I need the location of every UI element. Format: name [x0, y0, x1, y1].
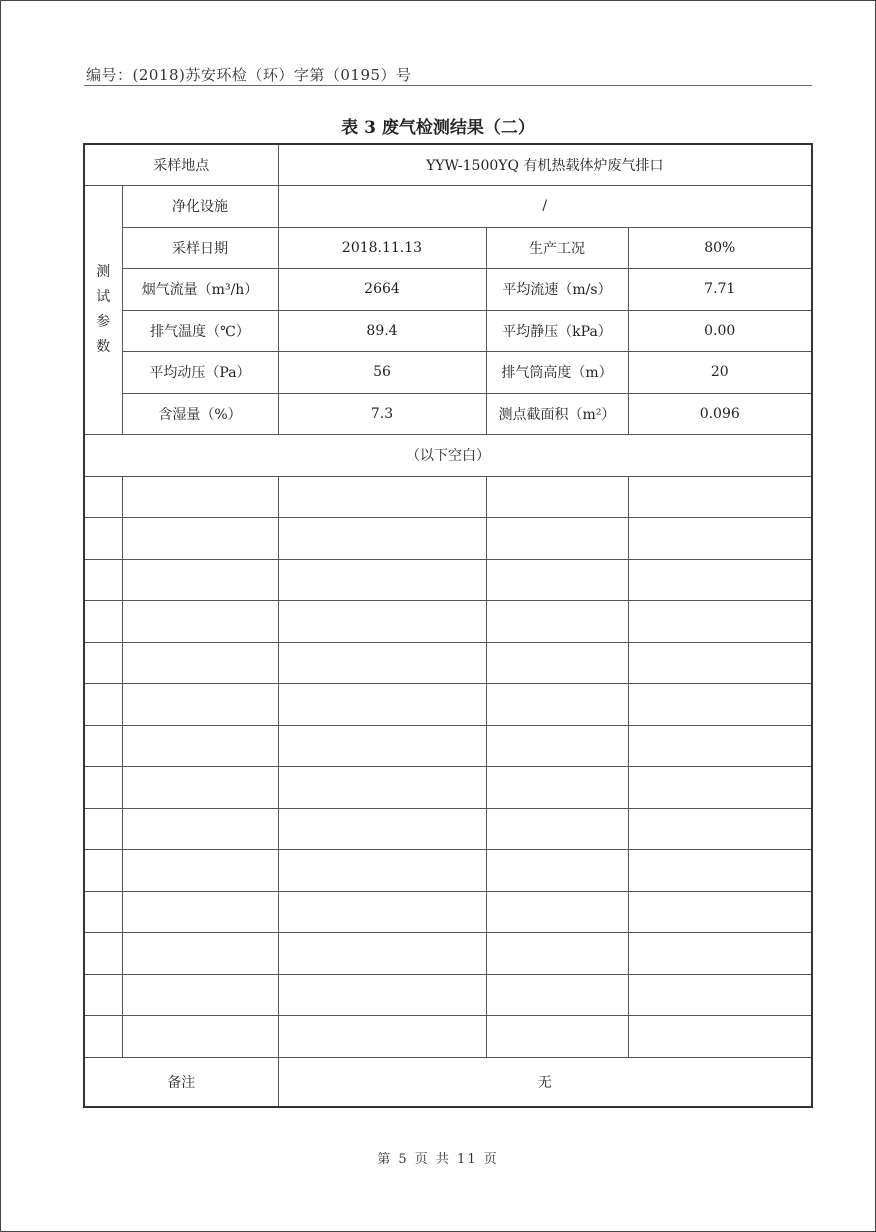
blank-table-row	[84, 850, 812, 892]
param-label: 含湿量（%）	[122, 393, 278, 435]
param-value: 56	[278, 352, 486, 394]
table-row	[84, 352, 812, 394]
blank-cell	[122, 518, 278, 560]
blank-table-row	[84, 642, 812, 684]
blank-cell	[122, 1016, 278, 1058]
blank-cell	[122, 642, 278, 684]
sampling-location-label: 采样地点	[84, 144, 278, 186]
blank-cell	[486, 601, 628, 643]
blank-cell	[278, 684, 486, 726]
test-params-label	[84, 186, 122, 435]
param-value: 0.00	[628, 310, 812, 352]
param-value: 7.3	[278, 393, 486, 435]
blank-cell	[278, 933, 486, 975]
blank-cell	[486, 974, 628, 1016]
remark-value: 无	[278, 1057, 812, 1107]
blank-cell	[278, 974, 486, 1016]
param-value: 89.4	[278, 310, 486, 352]
table-row	[84, 310, 812, 352]
blank-cell	[84, 642, 122, 684]
blank-cell	[122, 684, 278, 726]
purification-value: /	[278, 186, 812, 228]
test-params-char: 参	[96, 314, 111, 330]
blank-cell	[628, 808, 812, 850]
blank-cell	[84, 974, 122, 1016]
blank-cell	[278, 476, 486, 518]
blank-cell	[486, 725, 628, 767]
blank-cell	[628, 974, 812, 1016]
row-sampling-location	[84, 144, 812, 186]
blank-cell	[84, 518, 122, 560]
page-footer: 第 5 页 共 11 页	[377, 1152, 499, 1167]
blank-cell	[122, 601, 278, 643]
blank-cell	[486, 684, 628, 726]
blank-cell	[278, 518, 486, 560]
blank-cell	[278, 767, 486, 809]
param-value: 20	[628, 352, 812, 394]
blank-cell	[122, 725, 278, 767]
param-label: 排气筒高度（m）	[486, 352, 628, 394]
table-title: 表 3 废气检测结果（二）	[341, 118, 535, 138]
param-label: 平均静压（kPa）	[486, 310, 628, 352]
blank-cell	[486, 808, 628, 850]
blank-cell	[486, 1016, 628, 1058]
blank-cell	[278, 808, 486, 850]
blank-cell	[84, 684, 122, 726]
blank-cell	[84, 891, 122, 933]
blank-cell	[278, 559, 486, 601]
blank-cell	[122, 933, 278, 975]
blank-table-row	[84, 601, 812, 643]
param-value: 80%	[628, 227, 812, 269]
blank-cell	[628, 850, 812, 892]
blank-cell	[278, 642, 486, 684]
blank-note: （以下空白）	[84, 435, 812, 477]
param-label: 采样日期	[122, 227, 278, 269]
blank-cell	[628, 642, 812, 684]
blank-table-row	[84, 725, 812, 767]
test-params-char: 试	[96, 289, 111, 305]
blank-cell	[628, 684, 812, 726]
blank-cell	[122, 891, 278, 933]
row-blank-note	[84, 435, 812, 477]
table-row	[84, 227, 812, 269]
blank-cell	[122, 767, 278, 809]
blank-cell	[486, 891, 628, 933]
blank-cell	[628, 891, 812, 933]
blank-cell	[84, 725, 122, 767]
param-label: 平均流速（m/s）	[486, 269, 628, 311]
param-label: 排气温度（℃）	[122, 310, 278, 352]
blank-table-row	[84, 808, 812, 850]
blank-cell	[84, 850, 122, 892]
blank-table-row	[84, 476, 812, 518]
blank-cell	[122, 559, 278, 601]
blank-cell	[628, 933, 812, 975]
param-label: 测点截面积（m²）	[486, 393, 628, 435]
test-params-char: 测	[96, 264, 111, 280]
blank-cell	[628, 518, 812, 560]
blank-table-row	[84, 518, 812, 560]
param-label: 烟气流量（m³/h）	[122, 269, 278, 311]
blank-table-row	[84, 891, 812, 933]
blank-cell	[84, 1016, 122, 1058]
blank-table-row	[84, 1016, 812, 1058]
blank-cell	[84, 476, 122, 518]
blank-cell	[486, 476, 628, 518]
blank-table-row	[84, 767, 812, 809]
blank-cell	[84, 808, 122, 850]
blank-cell	[628, 767, 812, 809]
blank-cell	[486, 850, 628, 892]
blank-table-row	[84, 933, 812, 975]
blank-cell	[486, 933, 628, 975]
purification-label: 净化设施	[122, 186, 278, 228]
sampling-location-value: YYW-1500YQ 有机热载体炉废气排口	[278, 144, 812, 186]
param-value: 2664	[278, 269, 486, 311]
blank-cell	[628, 476, 812, 518]
blank-cell	[486, 642, 628, 684]
blank-table-row	[84, 559, 812, 601]
blank-cell	[84, 767, 122, 809]
row-purification	[84, 186, 812, 228]
document-number: 编号：(2018)苏安环检（环）字第（0195）号	[86, 66, 412, 84]
blank-cell	[628, 1016, 812, 1058]
blank-cell	[278, 725, 486, 767]
blank-cell	[628, 559, 812, 601]
param-value: 2018.11.13	[278, 227, 486, 269]
blank-cell	[84, 933, 122, 975]
blank-cell	[122, 476, 278, 518]
blank-cell	[628, 725, 812, 767]
blank-cell	[122, 850, 278, 892]
blank-rows	[84, 476, 812, 1057]
blank-cell	[84, 601, 122, 643]
param-value: 0.096	[628, 393, 812, 435]
row-remark	[84, 1057, 812, 1107]
table-row	[84, 269, 812, 311]
param-label: 生产工况	[486, 227, 628, 269]
blank-cell	[486, 559, 628, 601]
blank-cell	[278, 601, 486, 643]
blank-cell	[486, 767, 628, 809]
blank-table-row	[84, 974, 812, 1016]
blank-cell	[84, 559, 122, 601]
results-table	[83, 143, 813, 1108]
blank-cell	[278, 891, 486, 933]
header-rule	[84, 85, 812, 86]
test-params-char: 数	[96, 339, 111, 355]
blank-cell	[122, 808, 278, 850]
param-label: 平均动压（Pa）	[122, 352, 278, 394]
blank-cell	[486, 518, 628, 560]
remark-label: 备注	[84, 1057, 278, 1107]
blank-cell	[122, 974, 278, 1016]
blank-cell	[278, 850, 486, 892]
table-row	[84, 393, 812, 435]
blank-table-row	[84, 684, 812, 726]
blank-cell	[628, 601, 812, 643]
blank-cell	[278, 1016, 486, 1058]
param-value: 7.71	[628, 269, 812, 311]
